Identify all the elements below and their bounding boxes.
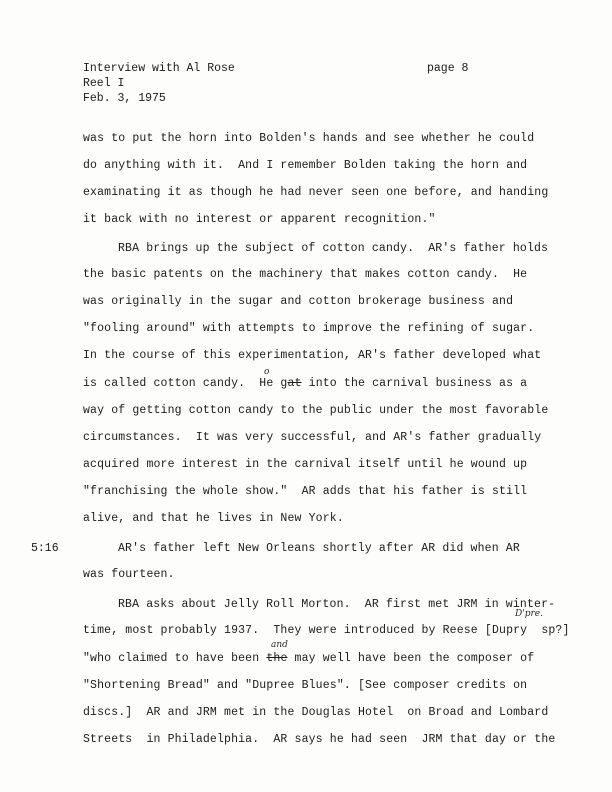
margin-time-note: 5:16: [31, 542, 59, 555]
text-line: it back with no interest or apparent recognition.": [83, 213, 436, 226]
text-line: was to put the horn into Bolden's hands and see whether he could: [83, 132, 535, 145]
text-line: do anything with it. And I remember Bolden taking the horn and: [83, 159, 528, 172]
page-number: page 8: [427, 62, 469, 75]
text-line: "who claimed to have been the may well have been the composer of: [83, 652, 535, 665]
paragraph-start: RBA asks about Jelly Roll Morton. AR first met JRM in winter-: [118, 598, 556, 611]
text-line: discs.] AR and JRM met in the Douglas Hotel on Broad and Lombard: [83, 706, 549, 719]
text-line: the basic patents on the machinery that makes cotton candy. He: [83, 268, 528, 281]
header-date: Feb. 3, 1975: [83, 92, 166, 105]
text-line: was originally in the sugar and cotton brokerage business and: [83, 295, 514, 308]
text-line: is called cotton candy. He gat into the carnival business as a: [83, 377, 528, 390]
struck-word: at: [287, 377, 302, 390]
header-title: Interview with Al Rose: [83, 62, 235, 75]
text-line: examinating it as though he had never seen one before, and handing: [83, 186, 549, 199]
paragraph-start: AR's father left New Orleans shortly after AR did when AR: [118, 542, 520, 555]
handwritten-o-correction: o: [264, 367, 270, 377]
paragraph-start: RBA brings up the subject of cotton candy. AR's father holds: [118, 242, 549, 255]
text-line: way of getting cotton candy to the public under the most favorable: [83, 404, 549, 417]
text-line: In the course of this experimentation, AR's father developed what: [83, 349, 542, 362]
header-reel: Reel I: [83, 77, 125, 90]
text-line: time, most probably 1937. They were introduced by Reese [Dupry sp?]: [83, 624, 570, 637]
text-line: "franchising the whole show." AR adds that his father is still: [83, 485, 528, 498]
text-line: Streets in Philadelphia. AR says he had seen JRM that day or the: [83, 733, 556, 746]
text-line: was fourteen.: [83, 568, 175, 581]
handwritten-dupre-note: D'pre.: [515, 609, 543, 619]
struck-word: the: [266, 652, 288, 665]
text-line: "fooling around" with attempts to improve the refining of sugar.: [83, 322, 535, 335]
handwritten-and-insert: and: [271, 640, 288, 650]
text-line: acquired more interest in the carnival itself until he wound up: [83, 458, 528, 471]
text-line: "Shortening Bread" and "Dupree Blues". [See composer credits on: [83, 679, 528, 692]
text-line: alive, and that he lives in New York.: [83, 512, 344, 525]
text-line: circumstances. It was very successful, and AR's father gradually: [83, 431, 542, 444]
